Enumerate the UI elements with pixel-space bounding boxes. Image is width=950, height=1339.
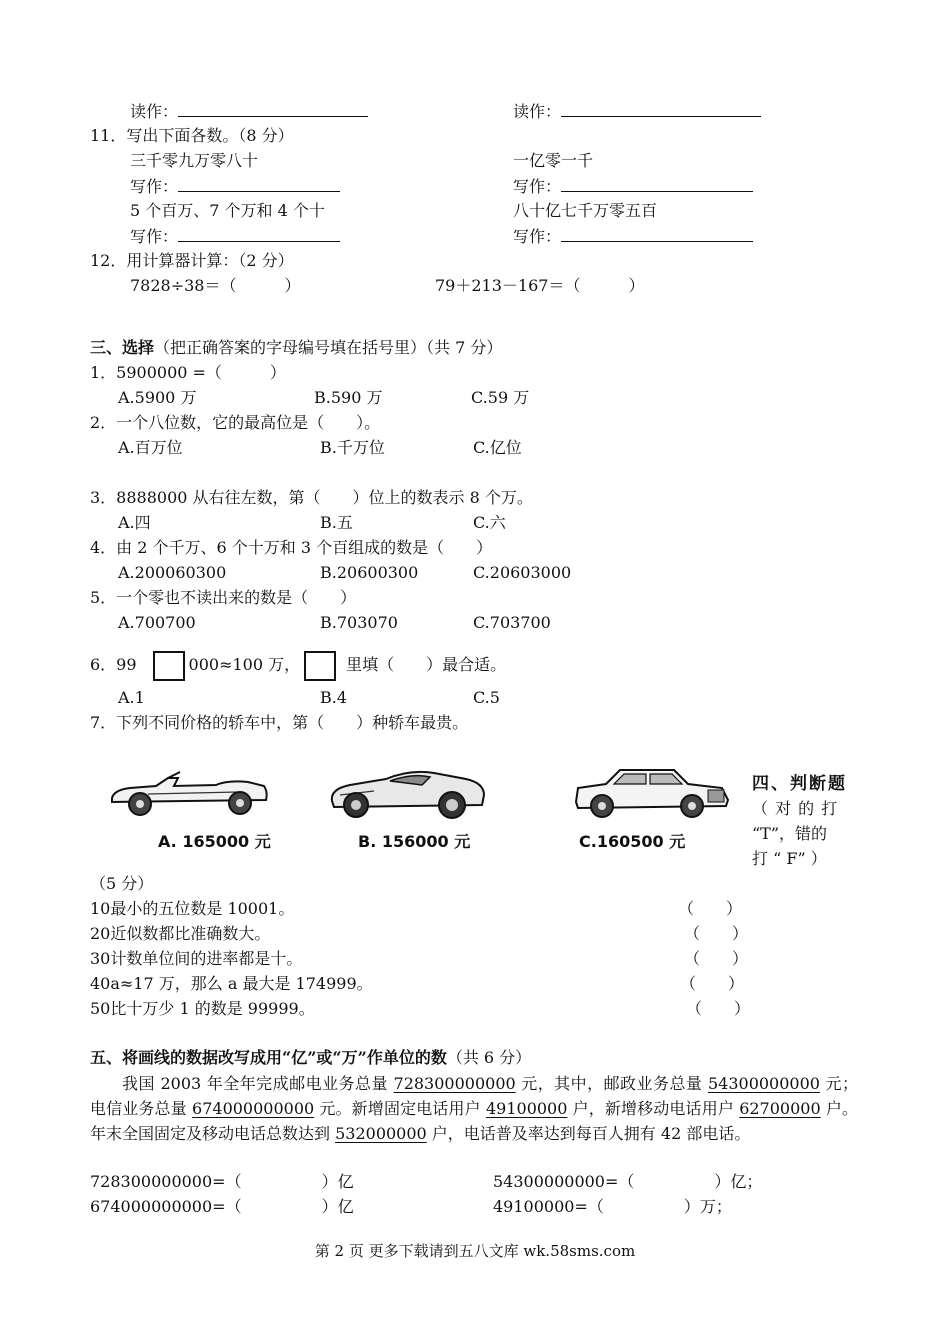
q1-option-b: B.590 万 bbox=[314, 388, 383, 407]
q3-option-a: A.四 bbox=[118, 513, 151, 532]
answer-line-1: 728300000000=（ ）亿 bbox=[90, 1172, 354, 1191]
q1-stem: 1．5900000 =（ ） bbox=[90, 363, 286, 382]
judge-item-3: 30计数单位间的进率都是十。 bbox=[90, 949, 303, 968]
q3-stem: 3．8888000 从右往左数，第（ ）位上的数表示 8 个万。 bbox=[90, 488, 533, 507]
judge-paren-5: （ ） bbox=[686, 999, 751, 1018]
answer-line-4: 49100000=（ ）万； bbox=[493, 1197, 732, 1216]
sedan-car-image bbox=[572, 762, 732, 822]
judge-paren-1: （ ） bbox=[678, 899, 743, 918]
judge-paren-4: （ ） bbox=[680, 974, 745, 993]
q1-option-c: C.59 万 bbox=[471, 388, 530, 407]
page-footer: 第 2 页 更多下载请到五八文库 wk.58sms.com bbox=[314, 1242, 636, 1260]
q5-option-a: A.700700 bbox=[118, 613, 196, 632]
q12-expr-a: 7828÷38＝（ ） bbox=[130, 276, 301, 295]
car-c-price: C.160500 元 bbox=[579, 832, 686, 851]
judge-paren-3: （ ） bbox=[684, 949, 749, 968]
read-label-b: 读作： bbox=[513, 101, 761, 122]
car-a-price: A. 165000 元 bbox=[158, 832, 271, 851]
section3-title: 三、选择（把正确答案的字母编号填在括号里）（共 7 分） bbox=[90, 338, 503, 357]
q4-option-c: C.20603000 bbox=[473, 563, 572, 582]
car-b-price: B. 156000 元 bbox=[358, 832, 471, 851]
q6-option-b: B.4 bbox=[320, 688, 348, 707]
section4-score: （5 分） bbox=[90, 874, 154, 893]
q4-stem: 4．由 2 个千万、6 个十万和 3 个百组成的数是（ ） bbox=[90, 538, 493, 557]
judge-item-2: 20近似数都比准确数大。 bbox=[90, 924, 271, 943]
q11-item-c: 5 个百万、7 个万和 4 个十 bbox=[130, 201, 325, 220]
answer-line-2: 54300000000=（ ）亿； bbox=[493, 1172, 763, 1191]
answer-line-3: 674000000000=（ ）亿 bbox=[90, 1197, 354, 1216]
convertible-car-image bbox=[108, 768, 270, 820]
q12-expr-b: 79＋213－167＝（ ） bbox=[435, 276, 645, 295]
section4-note-line2: （ 对 的 打 bbox=[752, 799, 839, 818]
q5-stem: 5．一个零也不读出来的数是（ ） bbox=[90, 588, 357, 607]
q11-item-d: 八十亿七千万零五百 bbox=[513, 201, 658, 220]
q11-write-c: 写作： bbox=[130, 226, 340, 247]
q5-option-b: B.703070 bbox=[320, 613, 398, 632]
q6-blank-box-ref bbox=[304, 651, 336, 681]
judge-item-1: 10最小的五位数是 10001。 bbox=[90, 899, 295, 918]
judge-item-4: 40a≈17 万，那么 a 最大是 174999。 bbox=[90, 974, 373, 993]
section5-paragraph: 我国 2003 年全年完成邮电业务总量 728300000000 元，其中，邮政业务总量 54300000000 元；电信业务总量 674000000000 元。新增固定电话用户 49100000 户，新增移动电话用户 62700000 户。年末全国固定及移动电话总数达到 532000000 户，电话普及率达到每百人拥有 42 部电话。 bbox=[90, 1074, 858, 1143]
q2-option-a: A.百万位 bbox=[118, 438, 183, 457]
q5-option-c: C.703700 bbox=[473, 613, 551, 632]
section4-title: 四、判断题 bbox=[752, 774, 847, 794]
q11-write-d: 写作： bbox=[513, 226, 753, 247]
q2-option-c: C.亿位 bbox=[473, 438, 522, 457]
q11-item-b: 一亿零一千 bbox=[513, 151, 594, 170]
q11-item-a: 三千零九万零八十 bbox=[130, 151, 259, 170]
q4-option-a: A.200060300 bbox=[118, 563, 227, 582]
q11-write-b: 写作： bbox=[513, 176, 753, 197]
judge-paren-2: （ ） bbox=[684, 924, 749, 943]
q6-blank-box bbox=[153, 651, 185, 681]
q3-option-c: C.六 bbox=[473, 513, 506, 532]
q12-heading: 12．用计算器计算：（2 分） bbox=[90, 251, 294, 270]
read-label-a: 读作： bbox=[130, 101, 368, 122]
q1-option-a: A.5900 万 bbox=[118, 388, 197, 407]
q6-option-a: A.1 bbox=[118, 688, 145, 707]
q4-option-b: B.20600300 bbox=[320, 563, 419, 582]
q6-option-c: C.5 bbox=[473, 688, 500, 707]
q7-stem: 7．下列不同价格的轿车中，第（ ）种轿车最贵。 bbox=[90, 713, 469, 732]
section5-title: 五、将画线的数据改写成用“亿”或“万”作单位的数（共 6 分） bbox=[90, 1048, 532, 1067]
q11-heading: 11．写出下面各数。（8 分） bbox=[90, 126, 294, 145]
q3-option-b: B.五 bbox=[320, 513, 353, 532]
section4-note-line3: “T”，错的 bbox=[752, 824, 828, 843]
judge-item-5: 50比十万少 1 的数是 99999。 bbox=[90, 999, 315, 1018]
q2-stem: 2．一个八位数，它的最高位是（ ）。 bbox=[90, 413, 381, 432]
q2-option-b: B.千万位 bbox=[320, 438, 385, 457]
section4-note-line4: 打 “ F” ） bbox=[752, 849, 827, 868]
q11-write-a: 写作： bbox=[130, 176, 340, 197]
q6-stem: 6．99 000≈100 万， 里填（ ）最合适。 bbox=[90, 650, 506, 681]
sports-car-image bbox=[326, 765, 488, 823]
